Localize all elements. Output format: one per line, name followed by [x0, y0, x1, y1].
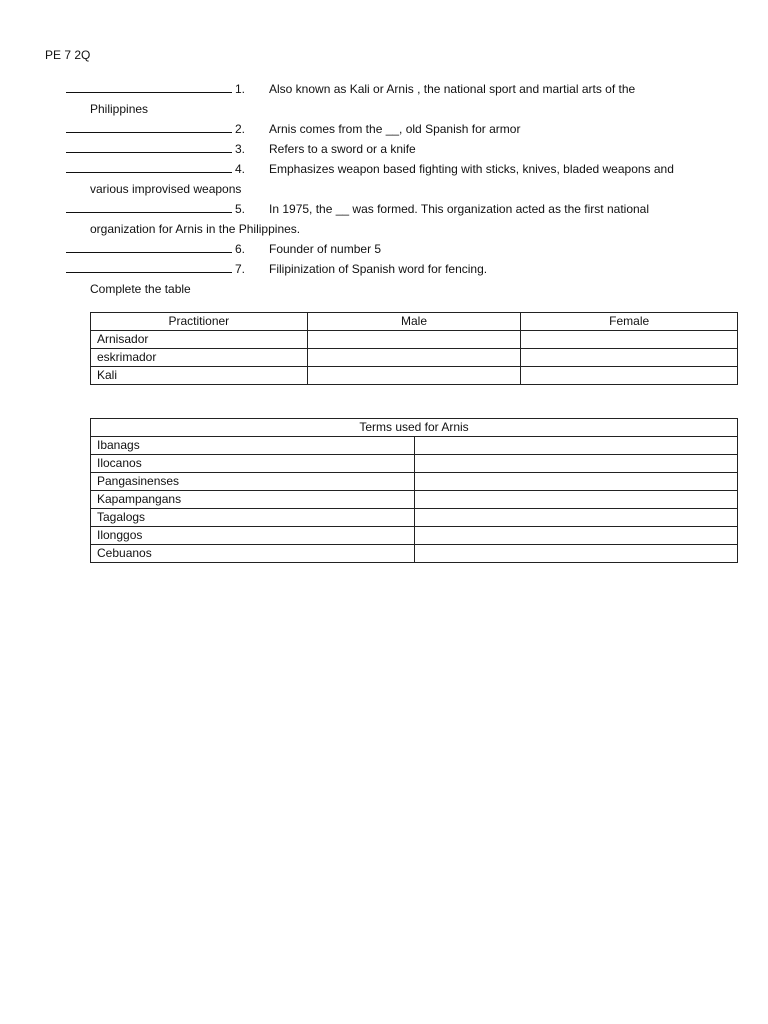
- practitioner-table: [90, 312, 738, 385]
- question-item-6: [66, 239, 706, 259]
- question-continuation: Philippines: [90, 102, 149, 116]
- table-row: [91, 349, 738, 367]
- question-item-2: [66, 119, 706, 139]
- question-item-4: [66, 159, 706, 179]
- practitioner-cell: eskrimador: [91, 349, 308, 367]
- question-text: Emphasizes weapon based fighting with sticks, knives, bladed weapons and: [269, 162, 674, 176]
- practitioner-cell: Arnisador: [91, 331, 308, 349]
- question-item-3: [66, 139, 706, 159]
- question-text: Arnis comes from the __, old Spanish for armor: [269, 122, 521, 136]
- question-text: In 1975, the __ was formed. This organization acted as the first national: [269, 202, 650, 216]
- term-answer-cell[interactable]: [414, 473, 737, 491]
- question-text: Filipinization of Spanish word for fencing.: [269, 262, 488, 276]
- question-number: 5.: [235, 202, 246, 216]
- table-row: [91, 545, 738, 563]
- table-instruction: Complete the table: [90, 282, 191, 296]
- question-continuation: various improvised weapons: [90, 182, 242, 196]
- group-cell: Kapampangans: [91, 491, 415, 509]
- column-header-female: Female: [521, 313, 738, 331]
- table-row: [91, 527, 738, 545]
- answer-blank[interactable]: [66, 239, 232, 253]
- group-cell: Ilocanos: [91, 455, 415, 473]
- question-item-1: [66, 79, 706, 99]
- male-answer-cell[interactable]: [307, 331, 521, 349]
- answer-blank[interactable]: [66, 159, 232, 173]
- answer-blank[interactable]: [66, 259, 232, 273]
- term-answer-cell[interactable]: [414, 527, 737, 545]
- practitioner-cell: Kali: [91, 367, 308, 385]
- table-header-row: [91, 313, 738, 331]
- table-row: [91, 437, 738, 455]
- terms-table-title: Terms used for Arnis: [91, 419, 738, 437]
- female-answer-cell[interactable]: [521, 331, 738, 349]
- table-row: [91, 491, 738, 509]
- table-row: [91, 331, 738, 349]
- table-row: [91, 473, 738, 491]
- group-cell: Pangasinenses: [91, 473, 415, 491]
- male-answer-cell[interactable]: [307, 367, 521, 385]
- answer-blank[interactable]: [66, 199, 232, 213]
- question-text: Refers to a sword or a knife: [269, 142, 416, 156]
- group-cell: Tagalogs: [91, 509, 415, 527]
- question-number: 4.: [235, 162, 246, 176]
- terms-table: [90, 418, 738, 563]
- term-answer-cell[interactable]: [414, 545, 737, 563]
- question-item-7: [66, 259, 706, 279]
- term-answer-cell[interactable]: [414, 491, 737, 509]
- female-answer-cell[interactable]: [521, 367, 738, 385]
- term-answer-cell[interactable]: [414, 509, 737, 527]
- group-cell: Ibanags: [91, 437, 415, 455]
- question-text: Founder of number 5: [269, 242, 382, 256]
- question-number: 6.: [235, 242, 246, 256]
- table-title-row: [91, 419, 738, 437]
- group-cell: Cebuanos: [91, 545, 415, 563]
- question-text: Also known as Kali or Arnis , the national sport and martial arts of the: [269, 82, 636, 96]
- question-list: [66, 79, 706, 279]
- term-answer-cell[interactable]: [414, 455, 737, 473]
- term-answer-cell[interactable]: [414, 437, 737, 455]
- answer-blank[interactable]: [66, 79, 232, 93]
- question-number: 3.: [235, 142, 246, 156]
- table-row: [91, 367, 738, 385]
- page-header: PE 7 2Q: [45, 48, 91, 62]
- answer-blank[interactable]: [66, 139, 232, 153]
- table-row: [91, 455, 738, 473]
- table-row: [91, 509, 738, 527]
- question-number: 2.: [235, 122, 246, 136]
- group-cell: Ilonggos: [91, 527, 415, 545]
- column-header-male: Male: [307, 313, 521, 331]
- question-number: 1.: [235, 82, 246, 96]
- question-continuation: organization for Arnis in the Philippines.: [90, 222, 301, 236]
- female-answer-cell[interactable]: [521, 349, 738, 367]
- answer-blank[interactable]: [66, 119, 232, 133]
- male-answer-cell[interactable]: [307, 349, 521, 367]
- question-item-5: [66, 199, 706, 219]
- column-header-practitioner: Practitioner: [91, 313, 308, 331]
- question-number: 7.: [235, 262, 246, 276]
